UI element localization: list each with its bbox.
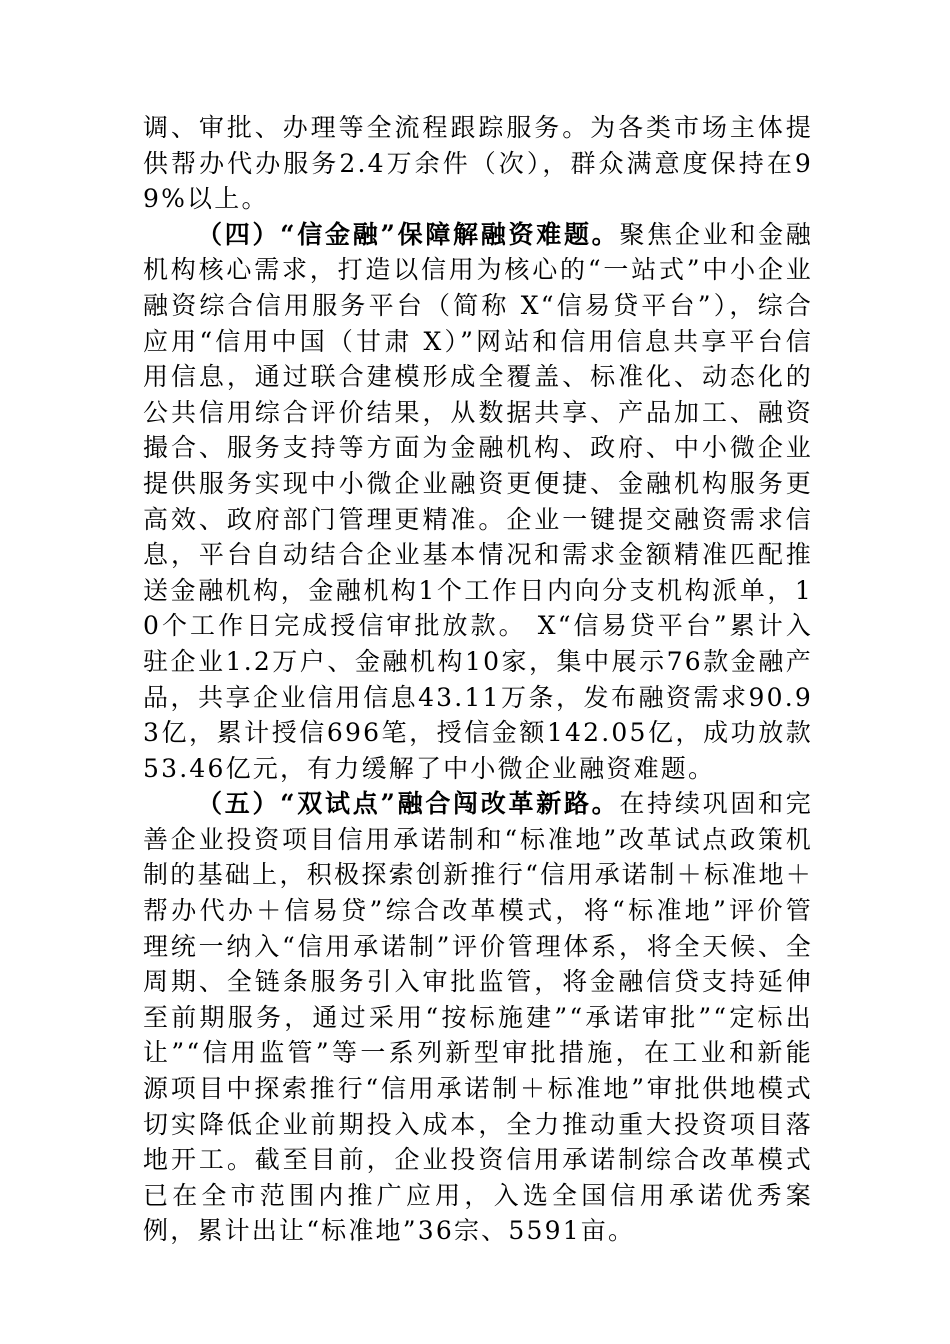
section-heading: （五）“双试点”融合闯改革新路。 bbox=[197, 789, 620, 819]
paragraph-body: 聚焦企业和金融机构核心需求，打造以信用为核心的“一站式”中小企业融资综合信用服务平台（简称 X“信易贷平台”），综合应用“信用中国（甘肃 X）”网站和信用信息共享平台信用信息，通过联合建模形成全覆盖、标准化、动态化的公共信用综合评价结果，从数据共享、产品加工、融资撮合、服务支持等方面为金融机构、政府、中小微企业提供服务实现中小微企业融资更便捷、金融机构服务更高效、政府部门管理更精准。企业一键提交融资需求信息，平台自动结合企业基本情况和需求金额精准匹配推送金融机构，金融机构1个工作日内向分支机构派单，10个工作日完成授信审批放款。 X“信易贷平台”累计入驻企业1.2万户、金融机构10家，集中展示76款金融产品，共享企业信用信息43.11万条，发布融资需求90.93亿，累计授信696笔，授信金额142.05亿，成功放款53.46亿元，有力缓解了中小微企业融资难题。 bbox=[143, 219, 813, 783]
paragraph-body: 调、审批、办理等全流程跟踪服务。为各类市场主体提供帮办代办服务2.4万余件（次），群众满意度保持在99%以上。 bbox=[143, 113, 813, 214]
paragraph-section-four bbox=[143, 217, 813, 787]
document-page bbox=[143, 110, 813, 1249]
paragraph-body: 在持续巩固和完善企业投资项目信用承诺制和“标准地”改革试点政策机制的基础上，积极探索创新推行“信用承诺制＋标准地＋帮办代办＋信易贷”综合改革模式，将“标准地”评价管理统一纳入“信用承诺制”评价管理体系，将全天候、全周期、全链条服务引入审批监管，将金融信贷支持延伸至前期服务，通过采用“按标施建”“承诺审批”“定标出让”“信用监管”等一系列新型审批措施，在工业和新能源项目中探索推行“信用承诺制＋标准地”审批供地模式切实降低企业前期投入成本，全力推动重大投资项目落地开工。截至目前，企业投资信用承诺制综合改革模式已在全市范围内推广应用，入选全国信用承诺优秀案例，累计出让“标准地”36宗、5591亩。 bbox=[143, 789, 813, 1246]
section-heading: （四）“信金融”保障解融资难题。 bbox=[197, 219, 620, 249]
paragraph-section-five bbox=[143, 786, 813, 1249]
paragraph-service-summary bbox=[143, 110, 813, 217]
